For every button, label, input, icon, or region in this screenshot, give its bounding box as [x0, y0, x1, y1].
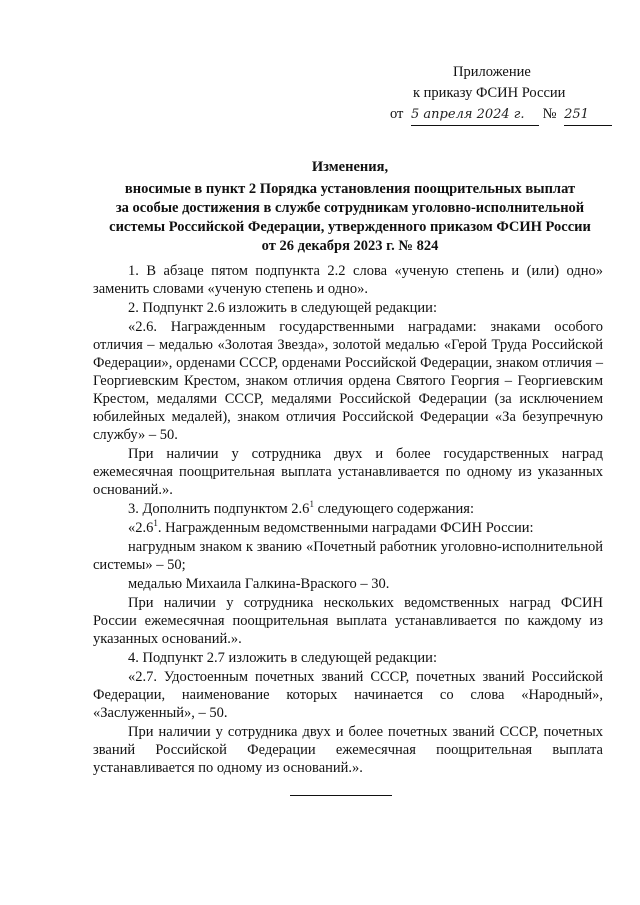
paragraph: При наличии у сотрудника двух и более почетных званий СССР, почетных званий Российской Федерации ежемесячная поощрительная выплата устанавливается по одному из оснований.». [93, 724, 603, 776]
order-reference: к приказу ФСИН России [413, 85, 566, 101]
paragraph [93, 519, 603, 537]
title-line: вносимые в пункт 2 Порядка установления поощрительных выплат [124, 181, 576, 197]
title-line: от 26 декабря 2023 г. № 824 [261, 238, 439, 254]
title-line: за особые достижения в службе сотрудникам уголовно-исполнительной [115, 200, 585, 216]
text-span: следующего содержания: [313, 501, 475, 517]
paragraph [93, 500, 603, 518]
appendix-label: Приложение [453, 64, 531, 80]
title-line: системы Российской Федерации, утвержденного приказом ФСИН России [109, 219, 591, 235]
text-span: 3. Дополнить подпунктом 2.6 [128, 501, 310, 517]
paragraph: 2. Подпункт 2.6 изложить в следующей редакции: [128, 300, 437, 316]
appendix-header [390, 62, 620, 128]
document-body [93, 262, 603, 778]
number-label: № [542, 106, 557, 122]
paragraph: При наличии у сотрудника двух и более государственных наград ежемесячная поощрительная выплата устанавливается по одному из указанных оснований.». [93, 446, 603, 498]
paragraph: медалью Михаила Галкина-Враского – 30. [128, 576, 390, 592]
superscript: 1 [153, 518, 158, 529]
superscript: 1 [309, 499, 314, 510]
paragraph: «2.6. Награжденным государственными наградами: знаками особого отличия – медалью «Золотая Звезда», золотой медалью «Герой Труда Российской Федерации», орденами СССР, орденами Российской Федерации, знаком отличия – Георгиевским Крестом, знаком отличия ордена Святого Георгия – Георгиевским Крестом, медалями СССР, медалями Российской Федерации (за исключением юбилейных медалей), знаком отличия Российской Федерации «За безупречную службу» – 50. [93, 319, 603, 443]
from-label: от [390, 106, 404, 122]
paragraph: 4. Подпункт 2.7 изложить в следующей редакции: [128, 650, 437, 666]
title-heading: Изменения, [311, 159, 389, 175]
text-span: «2.6 [128, 520, 154, 536]
paragraph: 1. В абзаце пятом подпункта 2.2 слова «ученую степень и (или) одно» заменить словами «ученую степень и одно». [93, 263, 603, 297]
paragraph: При наличии у сотрудника нескольких ведомственных наград ФСИН России ежемесячная поощрительная выплата устанавливается по каждому из указанных оснований.». [93, 595, 603, 647]
handwritten-number: 251 [564, 104, 612, 126]
paragraph: нагрудным знаком к званию «Почетный работник уголовно-исполнительной системы» – 50; [93, 539, 603, 573]
paragraph: «2.7. Удостоенным почетных званий СССР, почетных званий Российской Федерации, наименование которых начинается со слова «Народный», «Заслуженный», – 50. [93, 669, 603, 721]
handwritten-date: 5 апреля 2024 г. [411, 104, 539, 126]
document-title [90, 158, 610, 256]
text-span: . Награжденным ведомственными наградами ФСИН России: [157, 520, 534, 536]
end-divider [290, 795, 392, 796]
order-date-number-line [390, 104, 620, 128]
